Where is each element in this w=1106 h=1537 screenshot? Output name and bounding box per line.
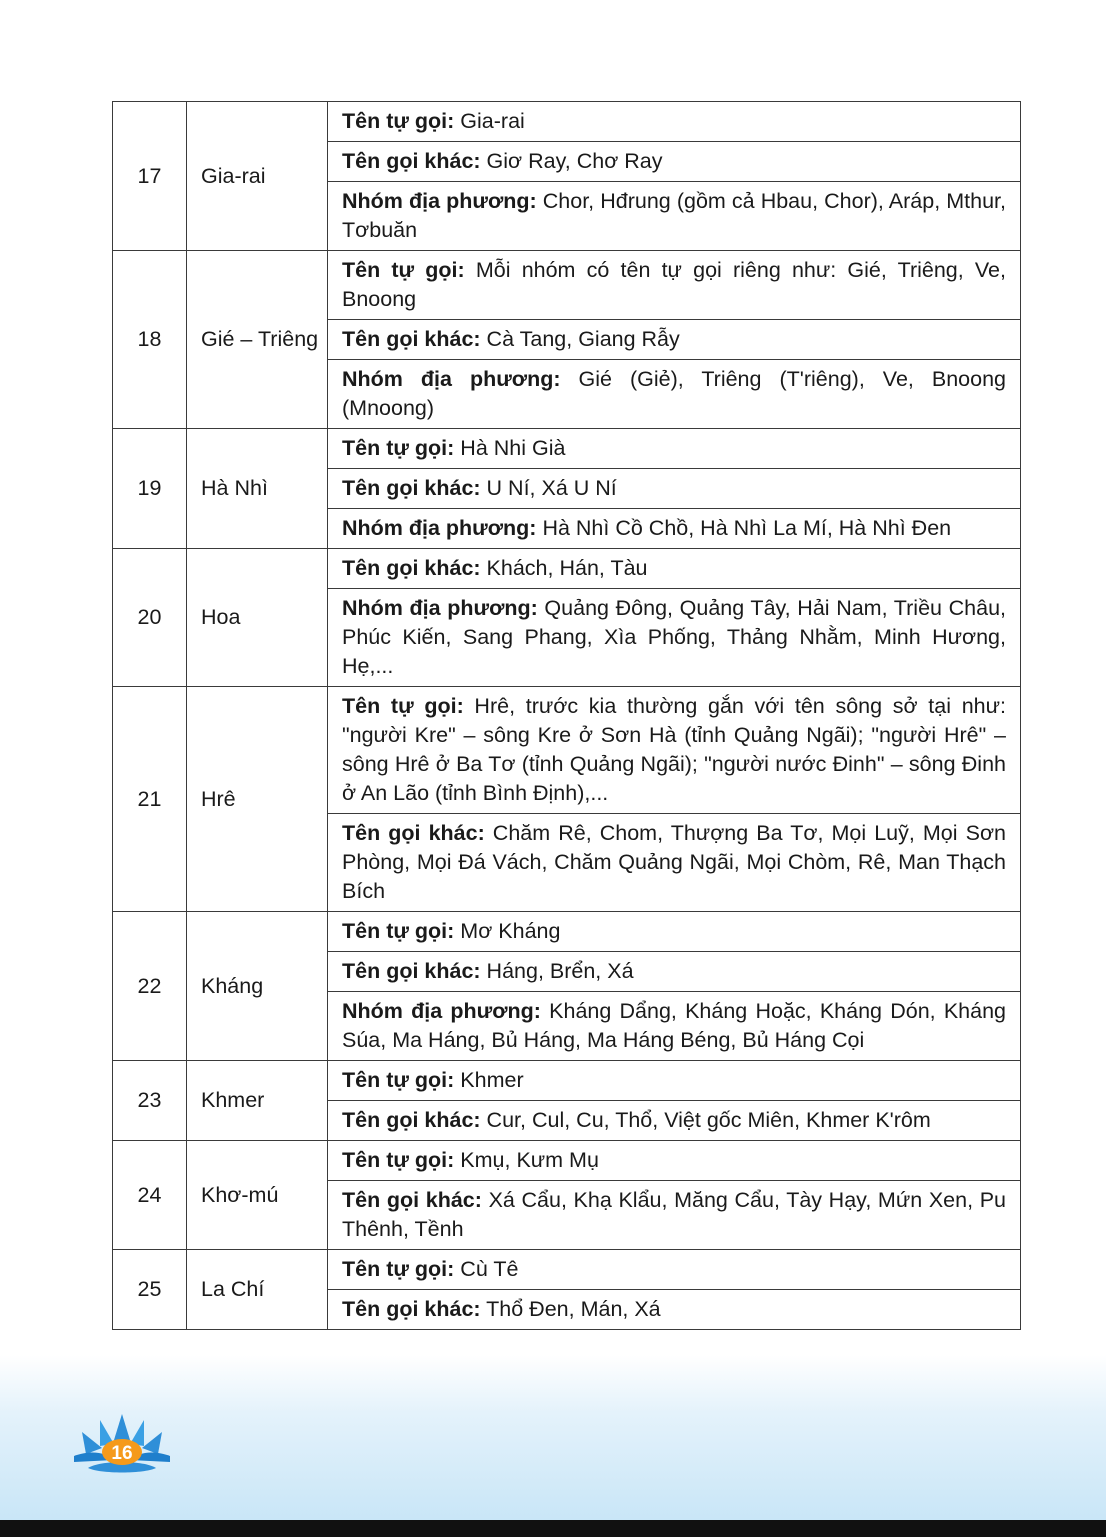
detail-label: Tên gọi khác: [342, 476, 481, 500]
ethnic-groups-table [112, 101, 1021, 1330]
row-number: 23 [113, 1061, 187, 1141]
detail-label: Nhóm địa phương: [342, 367, 561, 391]
table-row [113, 687, 1021, 814]
page-number: 16 [111, 1443, 133, 1464]
name-detail-cell [328, 814, 1021, 912]
name-detail-cell [328, 549, 1021, 589]
name-detail-cell [328, 992, 1021, 1061]
row-number: 21 [113, 687, 187, 912]
detail-text: Khmer [454, 1068, 524, 1092]
name-detail-cell [328, 912, 1021, 952]
detail-text: Kmụ, Kưm Mụ [454, 1148, 599, 1172]
ethnic-group-name: Kháng [187, 912, 328, 1061]
row-number: 17 [113, 102, 187, 251]
name-detail-cell [328, 469, 1021, 509]
detail-text: Cur, Cul, Cu, Thổ, Việt gốc Miên, Khmer K'rôm [480, 1108, 931, 1132]
name-detail-cell [328, 251, 1021, 320]
detail-label: Tên tự gọi: [342, 919, 455, 943]
detail-label: Tên gọi khác: [342, 556, 481, 580]
detail-label: Tên tự gọi: [342, 109, 455, 133]
detail-text: Cù Tê [454, 1257, 519, 1281]
detail-text: Kháng Dẩng, Kháng Hoặc, Kháng Dón, Kháng Súa, Ma Háng, Bủ Háng, Ma Háng Béng, Bủ Háng Cọi [342, 999, 1006, 1052]
name-detail-cell [328, 102, 1021, 142]
detail-label: Nhóm địa phương: [342, 516, 537, 540]
detail-label: Tên tự gọi: [342, 694, 464, 718]
name-detail-cell [328, 1061, 1021, 1101]
row-number: 22 [113, 912, 187, 1061]
detail-text: U Ní, Xá U Ní [480, 476, 617, 500]
page-number-lotus-badge [70, 1410, 174, 1480]
detail-text: Gia-rai [454, 109, 525, 133]
table-row [113, 1061, 1021, 1101]
ethnic-group-name: Hrê [187, 687, 328, 912]
ethnic-group-name: Gié – Triêng [187, 251, 328, 429]
detail-text: Giơ Ray, Chơ Ray [480, 149, 663, 173]
name-detail-cell [328, 320, 1021, 360]
ethnic-group-name: Hoa [187, 549, 328, 687]
detail-label: Tên tự gọi: [342, 1257, 455, 1281]
detail-label: Nhóm địa phương: [342, 596, 538, 620]
detail-text: Quảng Đông, Quảng Tây, Hải Nam, Triều Châu, Phúc Kiến, Sang Phang, Xìa Phống, Thảng Nhằm, Minh Hương, Hẹ,... [342, 596, 1006, 678]
name-detail-cell [328, 589, 1021, 687]
detail-text: Cà Tang, Giang Rẫy [480, 327, 680, 351]
detail-label: Tên tự gọi: [342, 1068, 455, 1092]
name-detail-cell [328, 1290, 1021, 1330]
row-number: 24 [113, 1141, 187, 1250]
name-detail-cell [328, 1101, 1021, 1141]
table-row [113, 251, 1021, 320]
ethnic-group-name: Khơ-mú [187, 1141, 328, 1250]
row-number: 19 [113, 429, 187, 549]
detail-label: Tên gọi khác: [342, 149, 481, 173]
page-bottom-edge [0, 1520, 1106, 1537]
row-number: 25 [113, 1250, 187, 1330]
detail-label: Tên gọi khác: [342, 327, 481, 351]
table-row [113, 429, 1021, 469]
detail-label: Nhóm địa phương: [342, 189, 537, 213]
detail-label: Tên gọi khác: [342, 959, 481, 983]
detail-text: Hà Nhì Cồ Chồ, Hà Nhì La Mí, Hà Nhì Đen [536, 516, 952, 540]
detail-text: Mơ Kháng [454, 919, 561, 943]
detail-text: Mỗi nhóm có tên tự gọi riêng như: Gié, Triêng, Ve, Bnoong [342, 258, 1006, 311]
detail-label: Tên tự gọi: [342, 436, 455, 460]
detail-text: Khách, Hán, Tàu [480, 556, 648, 580]
name-detail-cell [328, 182, 1021, 251]
ethnic-group-name: Khmer [187, 1061, 328, 1141]
table-row [113, 102, 1021, 142]
detail-label: Tên gọi khác: [342, 1297, 481, 1321]
table-row [113, 549, 1021, 589]
row-number: 20 [113, 549, 187, 687]
name-detail-cell [328, 952, 1021, 992]
name-detail-cell [328, 429, 1021, 469]
ethnic-group-name: Hà Nhì [187, 429, 328, 549]
detail-label: Tên gọi khác: [342, 1188, 482, 1212]
detail-text: Hà Nhi Già [454, 436, 566, 460]
detail-label: Tên tự gọi: [342, 258, 465, 282]
ethnic-group-name: Gia-rai [187, 102, 328, 251]
name-detail-cell [328, 1181, 1021, 1250]
detail-label: Tên gọi khác: [342, 1108, 481, 1132]
table-row [113, 1141, 1021, 1181]
name-detail-cell [328, 1250, 1021, 1290]
detail-label: Tên tự gọi: [342, 1148, 455, 1172]
name-detail-cell [328, 687, 1021, 814]
table-row [113, 1250, 1021, 1290]
detail-text: Gié (Giẻ), Triêng (T'riêng), Ve, Bnoong (Mnoong) [342, 367, 1006, 420]
detail-text: Háng, Brển, Xá [480, 959, 634, 983]
detail-text: Thổ Đen, Mán, Xá [480, 1297, 661, 1321]
table-row [113, 912, 1021, 952]
name-detail-cell [328, 360, 1021, 429]
ethnic-group-name: La Chí [187, 1250, 328, 1330]
row-number: 18 [113, 251, 187, 429]
detail-label: Nhóm địa phương: [342, 999, 541, 1023]
detail-text: Chăm Rê, Chom, Thượng Ba Tơ, Mọi Luỹ, Mọi Sơn Phòng, Mọi Đá Vách, Chăm Quảng Ngãi, Mọi Chòm, Rê, Man Thạch Bích [342, 821, 1006, 903]
detail-text: Hrê, trước kia thường gắn với tên sông sở tại như: "người Kre" – sông Kre ở Sơn Hà (tỉnh Quảng Ngãi); "người Hrê" – sông Hrê ở Ba Tơ (tỉnh Quảng Ngãi); "người nước Đinh" – sông Đinh ở An Lão (tỉnh Bình Định),... [342, 694, 1006, 805]
name-detail-cell [328, 1141, 1021, 1181]
detail-label: Tên gọi khác: [342, 821, 485, 845]
name-detail-cell [328, 142, 1021, 182]
name-detail-cell [328, 509, 1021, 549]
detail-text: Chor, Hđrung (gồm cả Hbau, Chor), Aráp, Mthur, Tơbuăn [342, 189, 1006, 242]
detail-text: Xá Cẩu, Khạ Klẩu, Măng Cẩu, Tày Hạy, Mứn Xen, Pu Thênh, Tềnh [342, 1188, 1006, 1241]
